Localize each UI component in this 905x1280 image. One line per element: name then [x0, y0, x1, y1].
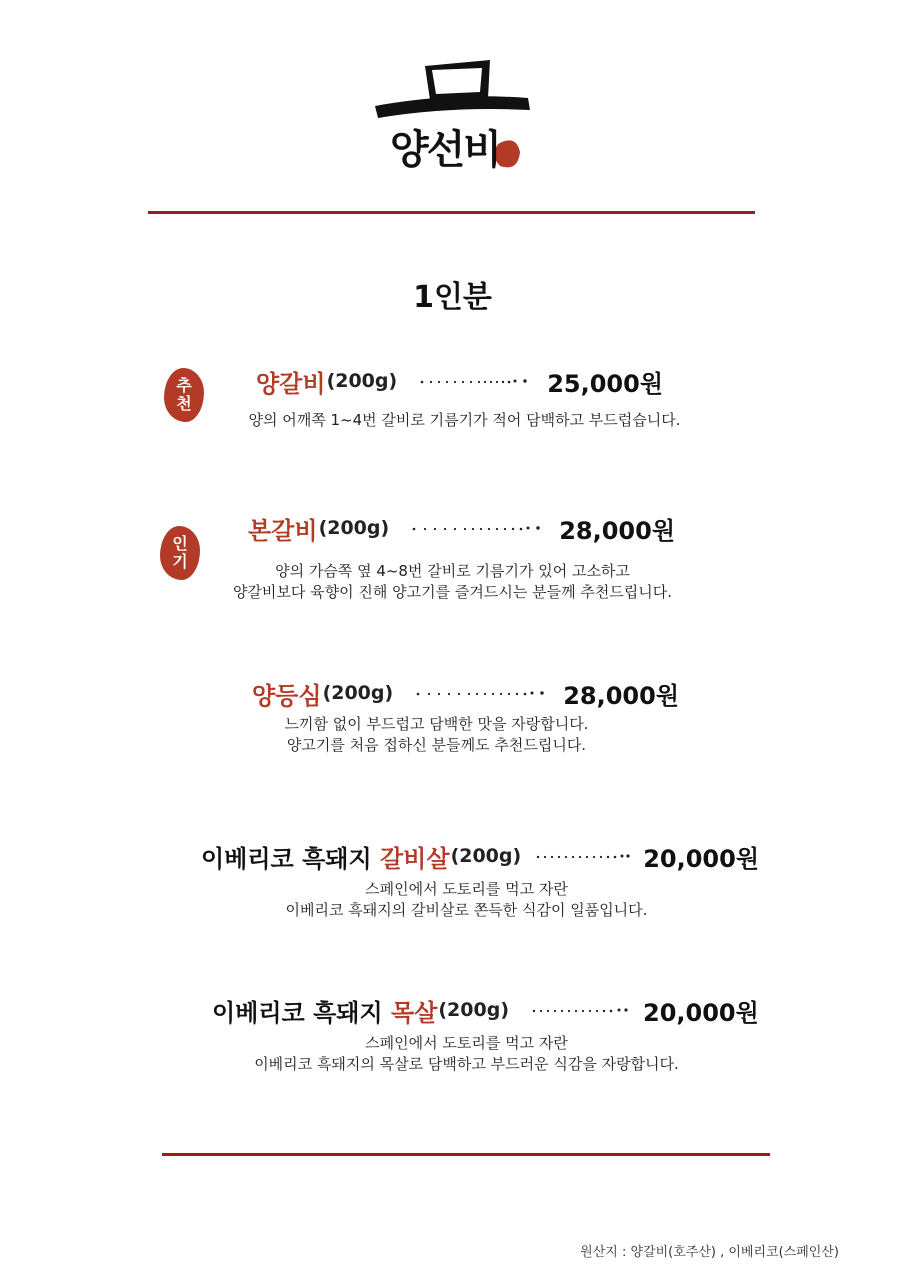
- item-description: 스페인에서 도토리를 먹고 자란 이베리코 흑돼지의 목살로 담백하고 부드러운 식감을 자랑합니다.: [254, 1034, 679, 1073]
- menu-item-lamb-rib: [256, 361, 663, 401]
- bottom-divider: [162, 1153, 770, 1156]
- item-weight: (200g): [318, 517, 390, 539]
- item-price: 20,000원: [643, 844, 760, 873]
- badge-char: 추: [176, 376, 192, 395]
- logo-text: 양선비: [390, 126, 500, 173]
- dotted-leader: [531, 1006, 629, 1014]
- page-title: 1인분: [413, 280, 492, 315]
- item-description: 양의 어깨쪽 1~4번 갈비로 기름기가 적어 담백하고 부드럽습니다.: [248, 411, 681, 429]
- origin-note: 원산지 : 양갈비(호주산) , 이베리코(스페인산): [580, 1245, 839, 1260]
- dotted-leader: [411, 524, 541, 532]
- item-name: 양갈비: [256, 369, 326, 398]
- dotted-leader: [415, 689, 545, 697]
- item-name: 이베리코 흑돼지 목살: [212, 998, 438, 1027]
- menu-item-iberico-neck: [212, 990, 759, 1030]
- item-name: 본갈비: [248, 516, 318, 545]
- item-name: 양등심: [252, 681, 322, 710]
- top-divider: [148, 211, 755, 214]
- item-weight: (200g): [438, 999, 510, 1021]
- menu-item-bone-rib: [248, 508, 675, 548]
- item-description: 스페인에서 도토리를 먹고 자란 이베리코 흑돼지의 갈비살로 쫀득한 식감이 일품입니다.: [285, 880, 648, 919]
- item-price: 25,000원: [547, 369, 664, 398]
- badge-char: 인: [172, 534, 188, 553]
- item-description: 양의 가슴쪽 옆 4~8번 갈비로 기름기가 있어 고소하고 양갈비보다 육향이 진해 양고기를 즐겨드시는 분들께 추천드립니다.: [232, 562, 673, 601]
- menu-item-lamb-loin: [252, 673, 679, 713]
- badge-char: 기: [172, 552, 188, 571]
- item-weight: (200g): [326, 370, 398, 392]
- item-weight: (200g): [322, 682, 394, 704]
- item-price: 28,000원: [559, 516, 676, 545]
- badge-char: 천: [176, 394, 192, 413]
- dotted-leader: [419, 377, 529, 385]
- dotted-leader: [535, 852, 631, 860]
- item-price: 20,000원: [643, 998, 759, 1027]
- item-description: 느끼함 없이 부드럽고 담백한 맛을 자랑합니다. 양고기를 처음 접하신 분들께도 추천드립니다.: [284, 715, 589, 754]
- logo: [370, 48, 540, 178]
- item-name: 이베리코 흑돼지 갈비살: [201, 844, 450, 873]
- menu-item-iberico-rib: [201, 836, 759, 876]
- item-weight: (200g): [450, 845, 522, 867]
- item-price: 28,000원: [563, 681, 680, 710]
